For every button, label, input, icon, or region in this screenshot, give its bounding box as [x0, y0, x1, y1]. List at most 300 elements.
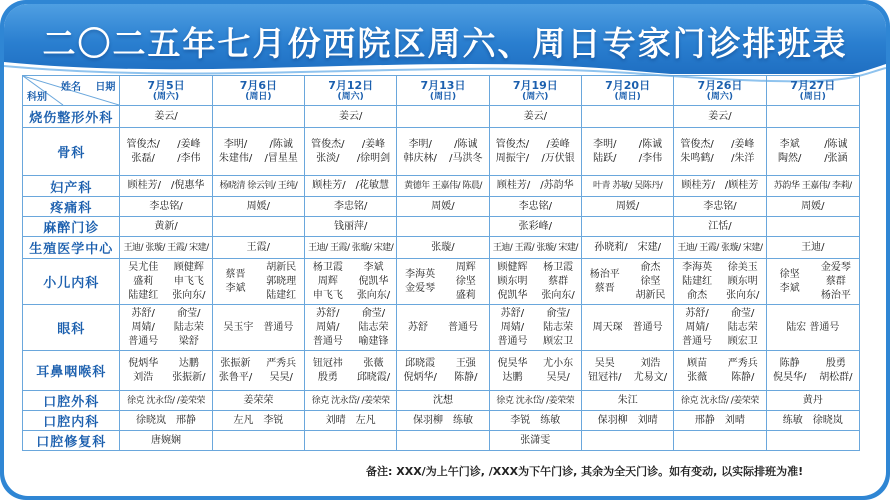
schedule-cell [305, 351, 397, 391]
doctor-entry: 吴玉宇 普通号 [223, 321, 294, 333]
morning-doctor: 张淡/ [316, 152, 340, 164]
schedule-cell [674, 411, 766, 431]
schedule-cell [674, 305, 766, 351]
morning-doctor: 达鹏 [502, 371, 523, 383]
morning-doctor: 陆建红 [128, 289, 159, 301]
morning-doctor: 杨卫霞 [312, 261, 343, 273]
doctor-entry: 沈想 [432, 394, 453, 406]
morning-doctor: 李斌 [225, 282, 246, 294]
morning-doctor: 倪昊华 [497, 357, 528, 369]
doctor-entry: 陆宏 普通号 [786, 321, 840, 333]
schedule-cell [674, 197, 766, 217]
afternoon-doctor: 胡新民 [266, 261, 297, 273]
afternoon-doctor: 顾东明 [727, 275, 758, 287]
doctor-entry: 李锐 练敏 [510, 414, 561, 426]
morning-doctor: 申飞飞 [312, 289, 343, 301]
department-name: 生殖医学中心 [23, 237, 120, 259]
morning-doctor: 普通号 [128, 335, 159, 347]
doctor-entry: 徐克 沈永岱/ /姜荣荣 [496, 395, 575, 406]
afternoon-doctor: 陆志荣 [543, 321, 574, 333]
schedule-cell [489, 351, 581, 391]
morning-doctor: 陆建红 [682, 275, 713, 287]
schedule-cell [397, 431, 489, 451]
date-label: 7月26日 [697, 78, 743, 92]
afternoon-doctor: 陈静/ [731, 371, 755, 383]
doctor-entry: 顾桂芳/ /苏韵华 [496, 180, 574, 191]
morning-doctor: 顾苗 [687, 357, 708, 369]
schedule-cell [397, 176, 489, 197]
morning-doctor: 苏舒/ [685, 307, 709, 319]
morning-doctor: 管俊杰/ [311, 138, 345, 150]
doctor-entry: 保羽柳 练敏 [412, 414, 473, 426]
schedule-cell [397, 391, 489, 411]
table-row [23, 237, 860, 259]
schedule-cell [581, 237, 673, 259]
schedule-cell [489, 217, 581, 237]
schedule-cell [674, 237, 766, 259]
footnote: 备注: XXX/为上午门诊, /XXX为下午门诊, 其余为全天门诊。如有变动, 以实际排班为准! [366, 465, 804, 478]
table-row [23, 197, 860, 217]
doctor-entry: 姜云/ [523, 110, 547, 122]
schedule-cell [212, 176, 304, 197]
department-name: 口腔修复科 [23, 431, 120, 451]
afternoon-doctor: 金爱琴 [820, 261, 851, 273]
date-label: 7月13日 [420, 78, 466, 92]
morning-doctor: 周婧/ [131, 321, 155, 333]
table-row [23, 351, 860, 391]
afternoon-doctor: 胡新民 [635, 289, 666, 301]
schedule-cell [489, 197, 581, 217]
schedule-cell [674, 217, 766, 237]
afternoon-doctor: /姜峰 [731, 138, 755, 150]
morning-doctor: 周婧/ [685, 321, 709, 333]
schedule-cell [120, 411, 212, 431]
schedule-cell [489, 259, 581, 305]
afternoon-doctor: 周辉 [455, 261, 476, 273]
doctor-entry: 徐克 沈永岱/ /姜荣荣 [127, 395, 205, 406]
afternoon-doctor: 俞莹/ [731, 307, 755, 319]
schedule-cell [212, 431, 304, 451]
schedule-cell [489, 411, 581, 431]
date-label: 7月5日 [147, 78, 185, 92]
morning-doctor: 韩庆林/ [403, 152, 437, 164]
morning-doctor: 徐坚 [779, 268, 800, 280]
schedule-cell [766, 411, 859, 431]
date-header [305, 76, 397, 106]
morning-doctor: 钮冠祎 [312, 357, 343, 369]
morning-doctor: 顾东明 [497, 275, 528, 287]
schedule-cell [489, 128, 581, 176]
afternoon-doctor: 张向东/ [541, 289, 575, 301]
morning-doctor: 普通号 [312, 335, 343, 347]
doctor-entry: 姜云/ [154, 110, 178, 122]
morning-doctor: 俞杰 [687, 289, 708, 301]
schedule-cell [397, 128, 489, 176]
afternoon-doctor: 吴昊/ [269, 371, 293, 383]
doctor-entry: 唐婉娴 [151, 434, 182, 446]
afternoon-doctor: 徐坚 [455, 275, 476, 287]
afternoon-doctor: 俞莹/ [361, 307, 386, 319]
afternoon-doctor: /徐明剑 [356, 152, 391, 164]
schedule-cell [674, 391, 766, 411]
afternoon-doctor: /姜峰 [546, 138, 570, 150]
schedule-cell [581, 351, 673, 391]
afternoon-doctor: 申飞飞 [173, 275, 204, 287]
doctor-entry: 王迪/ 王霞/ 张璇/ 宋建/ [677, 242, 763, 253]
schedule-cell [120, 176, 212, 197]
doctor-entry: 周天琛 普通号 [592, 321, 663, 333]
morning-doctor: 李海英 [682, 261, 713, 273]
afternoon-doctor: 盛莉 [455, 289, 476, 301]
morning-doctor: 倪炳华 [128, 357, 159, 369]
afternoon-doctor: 张振新/ [172, 371, 206, 383]
afternoon-doctor: /陈诚 [824, 138, 848, 150]
schedule-cell [489, 431, 581, 451]
afternoon-doctor: 杨治平 [820, 289, 851, 301]
doctor-entry: 左凡 李锐 [233, 414, 284, 426]
department-name: 耳鼻咽喉科 [23, 351, 120, 391]
department-name: 妇产科 [23, 176, 120, 197]
department-name: 骨科 [23, 128, 120, 176]
department-name: 眼科 [23, 305, 120, 351]
date-label: 7月20日 [605, 78, 651, 92]
morning-doctor: 张磊/ [131, 152, 155, 164]
schedule-cell [397, 217, 489, 237]
schedule-cell [397, 351, 489, 391]
afternoon-doctor: 尤易文/ [633, 371, 668, 383]
date-header [489, 76, 581, 106]
schedule-cell [305, 237, 397, 259]
schedule-cell [674, 128, 766, 176]
afternoon-doctor: 杨卫霞 [543, 261, 574, 273]
schedule-cell [766, 197, 859, 217]
doctor-entry: 黄新/ [154, 220, 178, 232]
morning-doctor: 朱鸣鹤/ [680, 152, 714, 164]
schedule-cell [305, 106, 397, 128]
morning-doctor: 李明/ [408, 138, 432, 150]
afternoon-doctor: 吴昊/ [546, 371, 570, 383]
schedule-cell [674, 106, 766, 128]
schedule-cell [674, 259, 766, 305]
morning-doctor: 管俊杰/ [495, 138, 530, 150]
morning-doctor: 吴尤佳 [128, 261, 159, 273]
schedule-cell [489, 106, 581, 128]
corner-name-label: 姓名 [61, 82, 81, 93]
schedule-cell [305, 431, 397, 451]
morning-doctor: 殷勇 [317, 371, 338, 383]
afternoon-doctor: 刘浩 [640, 357, 661, 369]
doctor-entry: 李忠铭/ [703, 200, 737, 212]
schedule-cell [581, 176, 673, 197]
doctor-entry: 周媛/ [431, 200, 455, 212]
morning-doctor: 蔡晋 [225, 268, 246, 280]
weekday-label: (周日) [614, 91, 641, 102]
weekday-label: (周日) [245, 91, 272, 102]
schedule-cell [212, 391, 304, 411]
schedule-cell [305, 391, 397, 411]
schedule-cell [766, 106, 859, 128]
doctor-entry: 顾桂芳/ /顾桂芳 [681, 180, 759, 191]
schedule-cell [212, 305, 304, 351]
afternoon-doctor: /马洪冬 [449, 152, 483, 164]
schedule-cell [212, 106, 304, 128]
department-name: 小儿内科 [23, 259, 120, 305]
morning-doctor: 苏舒/ [131, 307, 155, 319]
afternoon-doctor: /万伏银 [541, 152, 575, 164]
date-header [766, 76, 859, 106]
schedule-cell [212, 411, 304, 431]
afternoon-doctor: 达鹏 [178, 357, 199, 369]
schedule-cell [766, 431, 859, 451]
morning-doctor: 张薇 [687, 371, 708, 383]
afternoon-doctor: /冒星星 [264, 152, 298, 164]
schedule-cell [489, 305, 581, 351]
schedule-cell [581, 259, 673, 305]
weekday-label: (周日) [799, 91, 826, 102]
schedule-cell [120, 197, 212, 217]
doctor-entry: 叶青 苏敏/ 吴陈丹/ [592, 181, 663, 191]
weekday-label: (周六) [152, 91, 180, 102]
corner-header [23, 76, 120, 106]
schedule-cell [212, 217, 304, 237]
doctor-entry: 姜云/ [708, 110, 732, 122]
afternoon-doctor: 倪凯华 [358, 275, 389, 287]
schedule-cell [766, 237, 859, 259]
afternoon-doctor: /李伟 [638, 152, 663, 164]
date-header [674, 76, 766, 106]
doctor-entry: 王迪/ [801, 241, 825, 253]
schedule-cell [305, 176, 397, 197]
department-name: 口腔外科 [23, 391, 120, 411]
doctor-entry: 黄丹 [802, 394, 823, 406]
schedule-cell [766, 259, 859, 305]
weekday-label: (周六) [337, 91, 364, 102]
schedule-cell [305, 411, 397, 431]
morning-doctor: 周振宇/ [495, 152, 530, 164]
schedule-cell [305, 197, 397, 217]
afternoon-doctor: 顾宏卫 [543, 335, 574, 347]
afternoon-doctor: 梁舒 [178, 335, 199, 347]
morning-doctor: 苏舒/ [500, 307, 525, 319]
schedule-cell [489, 237, 581, 259]
afternoon-doctor: /李伟 [177, 152, 201, 164]
date-label: 7月6日 [239, 78, 278, 92]
header-row [23, 76, 860, 106]
afternoon-doctor: 喻建锋 [358, 335, 389, 347]
schedule-cell [766, 128, 859, 176]
doctor-entry: 练敏 徐晓岚 [782, 414, 843, 426]
schedule-cell [120, 351, 212, 391]
table-row [23, 431, 860, 451]
date-header [212, 76, 304, 106]
schedule-cell [766, 351, 859, 391]
doctor-entry: 苏韵华 王嘉伟/ 李莉/ [773, 181, 852, 191]
date-label: 7月19日 [512, 78, 558, 92]
afternoon-doctor: 顾宏卫 [727, 335, 758, 347]
schedule-cell [581, 411, 673, 431]
doctor-entry: 王迪/ 王霞/ 张璇/ 宋建/ [308, 242, 394, 253]
morning-doctor: 陶然/ [777, 152, 802, 164]
date-header [120, 76, 212, 106]
morning-doctor: 金爱琴 [405, 282, 436, 294]
schedule-cell [397, 411, 489, 431]
doctor-entry: 李忠铭/ [333, 200, 368, 212]
afternoon-doctor: 严秀兵 [266, 357, 297, 369]
afternoon-doctor: 顾健辉 [173, 261, 204, 273]
date-header [397, 76, 489, 106]
doctor-entry: 刘晴 左凡 [325, 414, 376, 426]
table-row [23, 305, 860, 351]
schedule-cell [120, 106, 212, 128]
morning-doctor: 盛莉 [133, 275, 154, 287]
schedule-cell [766, 305, 859, 351]
date-header [581, 76, 673, 106]
doctor-entry: 保羽柳 刘晴 [597, 414, 658, 426]
doctor-entry: 杨晓清 徐云钊/ 王纯/ [219, 181, 298, 191]
afternoon-doctor: /张涵 [824, 152, 848, 164]
doctor-entry: 张潇雯 [520, 434, 551, 446]
table-row [23, 411, 860, 431]
afternoon-doctor: 邱晓霞/ [356, 371, 391, 383]
schedule-cell [397, 106, 489, 128]
schedule-cell [212, 128, 304, 176]
schedule-cell [120, 259, 212, 305]
morning-doctor: 李明/ [223, 138, 248, 150]
afternoon-doctor: 严秀兵 [727, 357, 758, 369]
schedule-cell [120, 391, 212, 411]
date-label: 7月27日 [790, 78, 836, 92]
department-name: 麻醉门诊 [23, 217, 120, 237]
table-row [23, 217, 860, 237]
afternoon-doctor: 蔡群 [825, 275, 846, 287]
doctor-entry: 钱丽萍/ [333, 220, 368, 232]
morning-doctor: 李斌 [779, 282, 800, 294]
schedule-cell [120, 128, 212, 176]
morning-doctor: 杨治平 [589, 268, 620, 280]
schedule-cell [581, 391, 673, 411]
schedule-cell [305, 305, 397, 351]
schedule-cell [581, 305, 673, 351]
doctor-entry: 张璇/ [431, 241, 455, 253]
morning-doctor: 苏舒/ [316, 307, 340, 319]
morning-doctor: 倪凯华 [497, 289, 528, 301]
department-name: 疼痛科 [23, 197, 120, 217]
doctor-entry: 黄德年 王嘉伟/ 陈晨/ [404, 181, 482, 191]
doctor-entry: 徐克 沈永岱/ /姜荣荣 [311, 395, 390, 406]
schedule-cell [305, 217, 397, 237]
doctor-entry: 苏舒 普通号 [407, 321, 478, 333]
afternoon-doctor: /陈诚 [269, 138, 293, 150]
schedule-cell [397, 259, 489, 305]
morning-doctor: 钮冠祎/ [588, 371, 622, 383]
doctor-entry: 姜荣荣 [243, 394, 274, 406]
doctor-entry: 江恬/ [708, 220, 732, 232]
department-name: 烧伤整形外科 [23, 106, 120, 128]
doctor-entry: 孙晓莉/ 宋建/ [594, 241, 661, 253]
afternoon-doctor: 蔡群 [548, 275, 569, 287]
afternoon-doctor: 俞杰 [640, 261, 661, 273]
afternoon-doctor: 俞莹/ [546, 307, 570, 319]
morning-doctor: 李海英 [405, 268, 436, 280]
doctor-entry: 朱江 [617, 394, 638, 406]
doctor-entry: 周媛/ [246, 200, 271, 212]
afternoon-doctor: 俞莹/ [177, 307, 201, 319]
schedule-cell [581, 431, 673, 451]
doctor-entry: 徐克 沈永岱/ /姜荣荣 [681, 395, 759, 406]
afternoon-doctor: 徐美玉 [727, 261, 758, 273]
afternoon-doctor: 尤小东 [543, 357, 574, 369]
corner-dept-label: 科别 [27, 92, 47, 103]
schedule-cell [120, 217, 212, 237]
morning-doctor: 顾健辉 [497, 261, 528, 273]
morning-doctor: 普通号 [682, 335, 713, 347]
doctor-entry: 周媛/ [801, 200, 825, 212]
morning-doctor: 吴昊 [594, 357, 615, 369]
table-row [23, 128, 860, 176]
weekday-label: (周日) [429, 91, 457, 102]
morning-doctor: 陈静 [779, 357, 800, 369]
afternoon-doctor: /姜峰 [361, 138, 386, 150]
weekday-label: (周六) [706, 91, 734, 102]
schedule-cell [305, 128, 397, 176]
morning-doctor: 张振新 [220, 357, 251, 369]
schedule-table [22, 75, 860, 451]
schedule-cell [212, 237, 304, 259]
doctor-entry: 周媛/ [615, 200, 640, 212]
doctor-entry: 顾桂芳/ /花敏慧 [312, 180, 390, 191]
schedule-cell [766, 176, 859, 197]
corner-date-label: 日期 [95, 82, 116, 93]
schedule-cell [305, 259, 397, 305]
schedule-cell [581, 217, 673, 237]
afternoon-doctor: 李斌 [363, 261, 384, 273]
afternoon-doctor: 陆建红 [266, 289, 297, 301]
doctor-entry: 李忠铭/ [518, 200, 552, 212]
schedule-cell [120, 305, 212, 351]
afternoon-doctor: 陈静/ [454, 371, 478, 383]
afternoon-doctor: 张向东/ [172, 289, 206, 301]
afternoon-doctor: /陈诚 [454, 138, 478, 150]
afternoon-doctor: 张向东/ [356, 289, 391, 301]
morning-doctor: 管俊杰/ [680, 138, 714, 150]
schedule-cell [120, 431, 212, 451]
table-row [23, 391, 860, 411]
morning-doctor: 刘浩 [133, 371, 154, 383]
morning-doctor: 李斌 [779, 138, 800, 150]
afternoon-doctor: 王强 [455, 357, 476, 369]
schedule-cell [212, 351, 304, 391]
schedule-cell [581, 106, 673, 128]
schedule-cell [766, 217, 859, 237]
afternoon-doctor: 胡松群/ [819, 371, 853, 383]
afternoon-doctor: 陆志荣 [727, 321, 758, 333]
schedule-cell [489, 176, 581, 197]
afternoon-doctor: 张向东/ [726, 289, 760, 301]
schedule-cell [581, 128, 673, 176]
doctor-entry: 姜云/ [338, 110, 363, 122]
morning-doctor: 蔡晋 [594, 282, 615, 294]
schedule-cell [397, 305, 489, 351]
table-row [23, 176, 860, 197]
doctor-entry: 王迪/ 王霞/ 张璇/ 宋建/ [492, 242, 578, 253]
afternoon-doctor: 郭晓理 [266, 275, 297, 287]
morning-doctor: 管俊杰/ [126, 138, 160, 150]
afternoon-doctor: 陆志荣 [358, 321, 389, 333]
morning-doctor: 普通号 [497, 335, 528, 347]
afternoon-doctor: 陆志荣 [173, 321, 204, 333]
morning-doctor: 张鲁平/ [218, 371, 253, 383]
schedule-cell [212, 197, 304, 217]
